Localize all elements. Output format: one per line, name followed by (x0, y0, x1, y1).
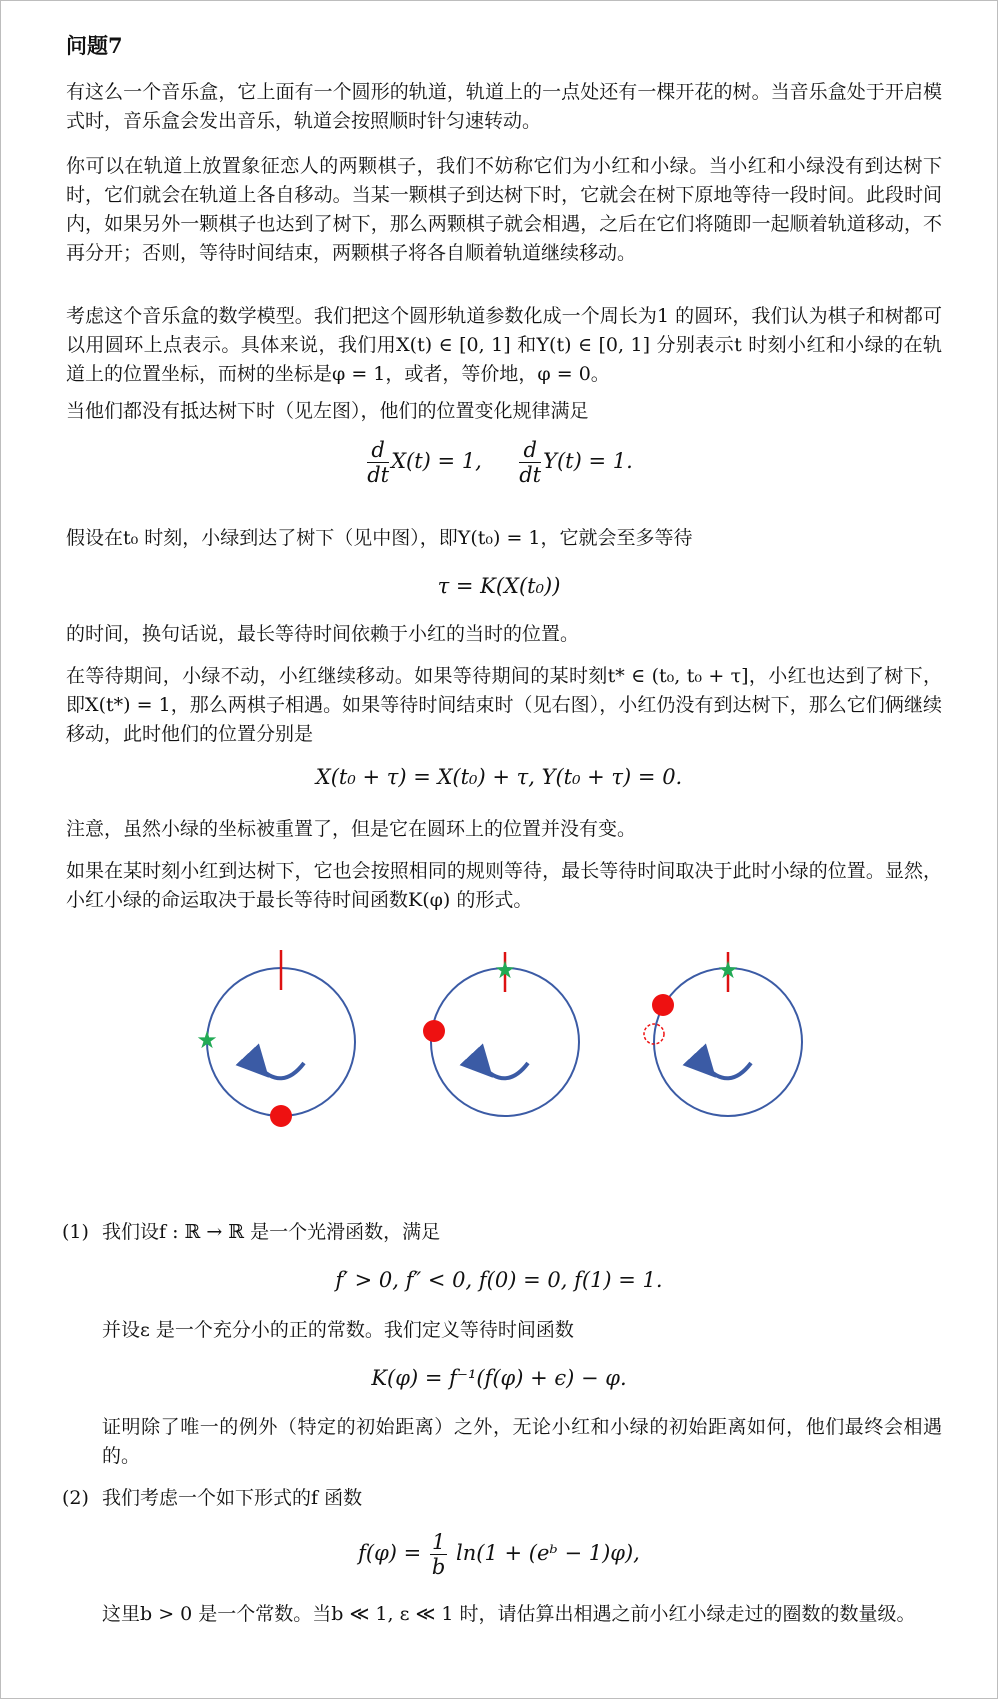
paragraph-note: 注意，虽然小绿的坐标被重置了，但是它在圆环上的位置并没有变。 (66, 818, 637, 840)
paragraph-fate: 如果在某时刻小红到达树下，它也会按照相同的规则等待，最长等待时间取决于此时小绿的位置。显然，小红小绿的命运取决于最长等待时间函数K(φ) 的形式。 (66, 860, 942, 911)
derivative-x: $\frac{d}{dt}$ (367, 438, 390, 487)
equation-tau: τ = K(X(t₀)) (437, 574, 561, 598)
green-star-icon: ★ (717, 956, 739, 984)
red-piece (652, 994, 674, 1016)
derivative-y: $\frac{d}{dt}$ (519, 438, 542, 487)
paragraph-model: 考虑这个音乐盒的数学模型。我们把这个圆形轨道参数化成一个周长为1 的圆环，我们认为棋子和树都可以用圆环上点表示。具体来说，我们用X(t) ∈ [0, 1] 和Y(t) ∈ [0, 1] 分别表示t 时刻小红和小绿的在轨道上的位置坐标，而树的坐标是φ = 1，或者，等价地，φ = 0。 (66, 305, 942, 385)
rotation-arrow-icon (705, 1063, 751, 1078)
part-1-text: 并设ε 是一个充分小的正的常数。我们定义等待时间函数 (102, 1319, 574, 1341)
red-piece (270, 1105, 292, 1127)
figure-left (196, 950, 355, 1127)
rotation-arrow-icon (482, 1063, 528, 1078)
equation-y: Y(t) = 1. (543, 449, 633, 473)
paragraph-meeting: 在等待期间，小绿不动，小红继续移动。如果等待期间的某时刻t* ∈ (t₀, t₀ + τ]，小红也达到了树下，即X(t*) = 1，那么两棋子相遇。如果等待时间结束时（见右图），小红仍没有到达树下，那么它们俩继续移动，此时他们的位置分别是 (66, 665, 942, 745)
track-circle (207, 968, 355, 1116)
part-2-task: 这里b > 0 是一个常数。当b ≪ 1, ε ≪ 1 时，请估算出相遇之前小红小绿走过的圈数的数量级。 (102, 1603, 916, 1625)
figure-right (644, 952, 802, 1116)
music-box-figure (0, 930, 998, 1140)
equation-x: X(t) = 1, (391, 449, 482, 473)
equation-velocity (0, 438, 998, 487)
paragraph-intro: 有这么一个音乐盒，它上面有一个圆形的轨道，轨道上的一点处还有一棵开花的树。当音乐盒处于开启模式时，音乐盒会发出音乐，轨道会按照顺时针匀速转动。 (66, 81, 942, 132)
paragraph-pieces: 你可以在轨道上放置象征恋人的两颗棋子，我们不妨称它们为小红和小绿。当小红和小绿没有到达树下时，它们就会在轨道上各自移动。当某一颗棋子到达树下时，它就会在树下原地等待一段时间。此段时间内，如果另外一颗棋子也达到了树下，那么两颗棋子就会相遇，之后在它们将随即一起顺着轨道移动，不再分开；否则，等待时间结束，两颗棋子将各自顺着轨道继续移动。 (66, 155, 942, 264)
part-2-formula: f(φ) = $\frac{1}{b}$ ln(1 + (eᵇ − 1)φ), (358, 1530, 640, 1579)
part-1-task: 证明除了唯一的例外（特定的初始距离）之外，无论小红和小绿的初始距离如何，他们最终会相遇的。 (102, 1416, 942, 1467)
rotation-arrow-icon (258, 1063, 304, 1078)
part-1-label: (1) (62, 1221, 89, 1243)
red-piece (423, 1020, 445, 1042)
paragraph-wait: 假设在t₀ 时刻，小绿到达了树下（见中图），即Y(t₀) = 1，它就会至多等待 (66, 527, 693, 549)
part-2-label: (2) (62, 1487, 89, 1509)
part-1-condition: f′ > 0, f″ < 0, f(0) = 0, f(1) = 1. (335, 1268, 663, 1292)
green-star-icon: ★ (494, 956, 516, 984)
green-star-icon: ★ (196, 1026, 218, 1054)
part-1-definition: K(φ) = f⁻¹(f(φ) + ϵ) − φ. (371, 1366, 627, 1390)
paragraph-rule: 当他们都没有抵达树下时（见左图），他们的位置变化规律满足 (66, 400, 589, 422)
paragraph-wait-time: 的时间，换句话说，最长等待时间依赖于小红的当时的位置。 (66, 623, 580, 645)
equation-reset: X(t₀ + τ) = X(t₀) + τ, Y(t₀ + τ) = 0. (315, 765, 683, 789)
problem-title: 问题7 (66, 33, 123, 58)
figure-middle (423, 952, 579, 1116)
